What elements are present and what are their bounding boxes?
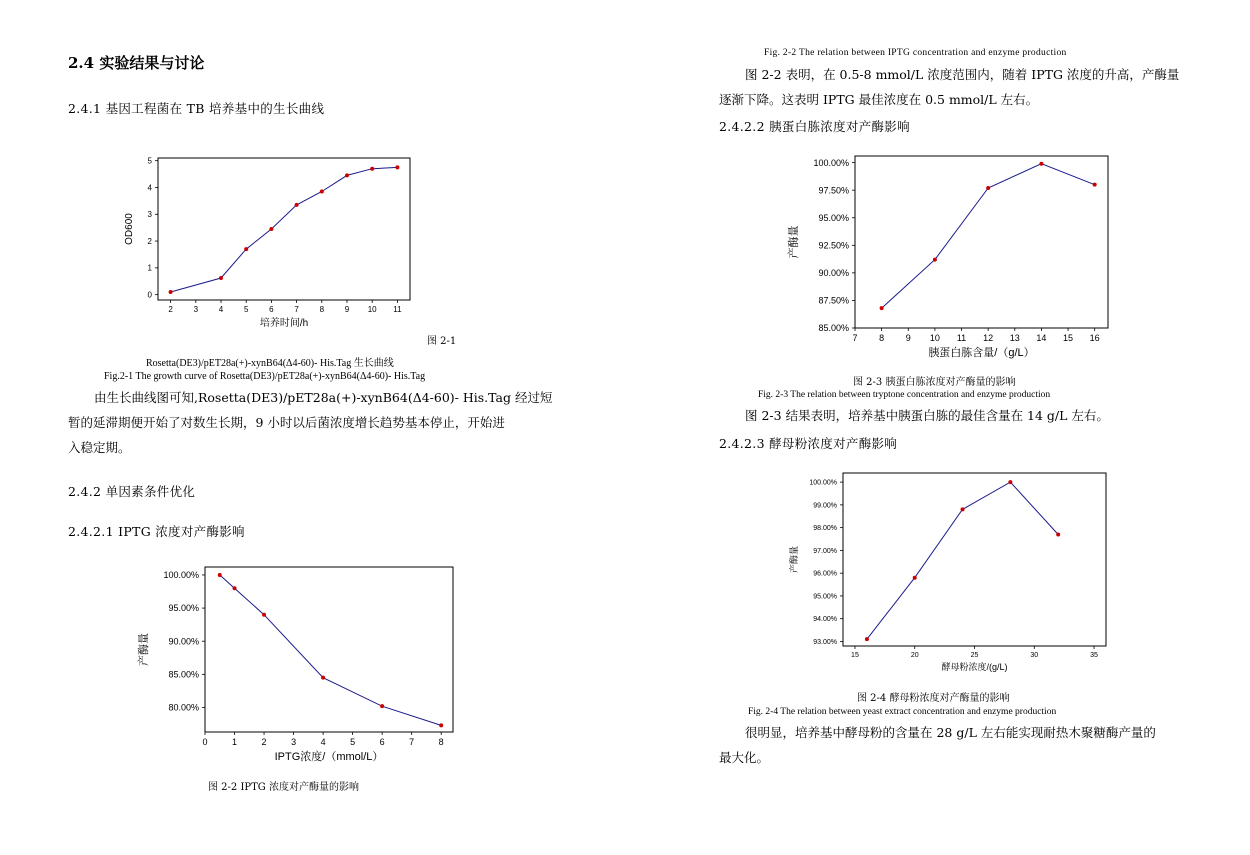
x-tick-label: 25 bbox=[970, 652, 979, 659]
x-tick-label: 9 bbox=[905, 333, 911, 343]
y-tick-label: 96.00% bbox=[813, 570, 837, 578]
data-point bbox=[345, 173, 349, 177]
data-point bbox=[169, 290, 173, 294]
x-tick-label: 11 bbox=[956, 333, 967, 343]
data-point bbox=[262, 613, 266, 617]
x-tick-label: 20 bbox=[910, 652, 919, 659]
data-point bbox=[913, 576, 917, 580]
x-tick-label: 5 bbox=[350, 737, 356, 747]
data-point bbox=[1008, 480, 1012, 484]
y-tick-label: 95.00% bbox=[813, 593, 837, 601]
y-tick-label: 5 bbox=[147, 156, 152, 166]
x-tick-label: 16 bbox=[1089, 333, 1100, 343]
x-tick-label: 11 bbox=[393, 305, 402, 314]
y-tick-label: 3 bbox=[147, 210, 152, 220]
y-tick-label: 4 bbox=[147, 183, 152, 193]
x-tick-label: 3 bbox=[193, 305, 199, 314]
paragraph-1-line-2: 暂的延滞期便开始了对数生长期，9 小时以后菌浓度增长趋势基本停止，开始进 bbox=[68, 415, 505, 430]
y-tick-label: 85.00% bbox=[168, 669, 199, 680]
x-tick-label: 7 bbox=[852, 333, 858, 343]
data-point bbox=[269, 227, 273, 231]
heading-single-factor: 2.4.2 单因素条件优化 bbox=[68, 484, 196, 499]
section-title: 2.4 实验结果与讨论 bbox=[68, 54, 205, 72]
x-tick-label: 6 bbox=[269, 305, 274, 314]
data-point bbox=[321, 676, 325, 680]
plot-frame bbox=[205, 567, 453, 732]
data-point bbox=[1093, 183, 1097, 187]
x-tick-label: 15 bbox=[1063, 333, 1074, 343]
x-tick-label: 7 bbox=[409, 737, 415, 747]
yeast-chart bbox=[785, 468, 1115, 680]
y-tick-label: 92.50% bbox=[818, 240, 849, 251]
plot-frame bbox=[158, 158, 410, 300]
x-tick-label: 4 bbox=[218, 305, 224, 314]
x-axis-label: 酵母粉浓度/(g/L) bbox=[941, 662, 1008, 672]
paragraph-2-line-1: 图 2-2 表明，在 0.5-8 mmol/L 浓度范围内，随着 IPTG 浓度的升高，产酶量 bbox=[745, 67, 1180, 82]
y-tick-label: 90.00% bbox=[818, 268, 849, 279]
paragraph-4-line-2: 最大化。 bbox=[719, 750, 770, 765]
y-tick-label: 100.00% bbox=[809, 479, 837, 487]
y-tick-label: 98.00% bbox=[813, 525, 837, 533]
x-tick-label: 14 bbox=[1036, 333, 1047, 343]
data-point bbox=[218, 573, 222, 577]
y-tick-label: 97.00% bbox=[813, 547, 837, 555]
x-tick-label: 1 bbox=[232, 737, 238, 747]
fig1-caption-en: Fig.2-1 The growth curve of Rosetta(DE3)/pET28a(+)-xynB64(Δ4-60)- His.Tag bbox=[104, 371, 426, 382]
data-point bbox=[933, 258, 937, 262]
data-point bbox=[380, 704, 384, 708]
x-tick-label: 0 bbox=[202, 737, 208, 747]
data-point bbox=[961, 507, 965, 511]
x-tick-label: 10 bbox=[929, 333, 940, 343]
y-tick-label: 99.00% bbox=[813, 502, 837, 510]
x-tick-label: 30 bbox=[1030, 652, 1039, 659]
y-axis-label: 产酶量 bbox=[138, 633, 150, 666]
heading-growth-curve: 2.4.1 基因工程菌在 TB 培养基中的生长曲线 bbox=[68, 101, 325, 116]
x-tick-label: 6 bbox=[379, 737, 385, 747]
plot-frame bbox=[855, 156, 1108, 328]
x-tick-label: 3 bbox=[291, 737, 297, 747]
fig4-caption-en: Fig. 2-4 The relation between yeast extract concentration and enzyme production bbox=[748, 707, 1057, 717]
paragraph-1-line-1: 由生长曲线图可知,Rosetta(DE3)/pET28a(+)-xynB64(Δ4-60)- His.Tag 经过短 bbox=[94, 390, 553, 405]
y-tick-label: 1 bbox=[147, 263, 152, 273]
data-point bbox=[880, 306, 884, 310]
y-tick-label: 95.00% bbox=[818, 212, 849, 223]
data-point bbox=[439, 723, 443, 727]
heading-iptg: 2.4.2.1 IPTG 浓度对产酶影响 bbox=[68, 524, 245, 539]
y-tick-label: 80.00% bbox=[168, 702, 199, 713]
x-tick-label: 12 bbox=[983, 333, 994, 343]
fig1-caption-cn: Rosetta(DE3)/pET28a(+)-xynB64(Δ4-60)- His.Tag 生长曲线 bbox=[146, 358, 394, 369]
data-point bbox=[219, 276, 223, 280]
y-tick-label: 0 bbox=[147, 290, 152, 300]
y-tick-label: 87.50% bbox=[818, 295, 849, 306]
data-point bbox=[295, 203, 299, 207]
data-point bbox=[1056, 532, 1060, 536]
y-tick-label: 100.00% bbox=[813, 157, 849, 168]
y-tick-label: 2 bbox=[147, 236, 152, 246]
y-axis-label: OD600 bbox=[124, 213, 135, 245]
x-tick-label: 35 bbox=[1090, 652, 1098, 659]
tryptone-chart bbox=[785, 150, 1115, 365]
y-tick-label: 95.00% bbox=[168, 603, 199, 614]
y-tick-label: 94.00% bbox=[813, 616, 837, 624]
heading-tryptone: 2.4.2.2 胰蛋白胨浓度对产酶影响 bbox=[719, 119, 910, 134]
heading-yeast: 2.4.2.3 酵母粉浓度对产酶影响 bbox=[719, 436, 898, 451]
data-point bbox=[865, 637, 869, 641]
fig3-caption-en: Fig. 2-3 The relation between tryptone concentration and enzyme production bbox=[758, 390, 1051, 400]
data-point bbox=[244, 247, 248, 251]
data-point bbox=[370, 167, 374, 171]
x-tick-label: 13 bbox=[1009, 333, 1020, 343]
y-tick-label: 100.00% bbox=[163, 570, 199, 581]
x-tick-label: 2 bbox=[261, 737, 267, 747]
x-tick-label: 8 bbox=[438, 737, 444, 747]
y-tick-label: 93.00% bbox=[813, 638, 837, 646]
paragraph-2-line-2: 逐渐下降。这表明 IPTG 最佳浓度在 0.5 mmol/L 左右。 bbox=[719, 92, 1039, 107]
iptg-chart bbox=[135, 560, 465, 765]
paragraph-1-line-3: 入稳定期。 bbox=[68, 440, 131, 455]
fig4-caption-cn: 图 2-4 酵母粉浓度对产酶量的影响 bbox=[857, 693, 1010, 704]
plot-frame bbox=[843, 473, 1106, 646]
x-tick-label: 7 bbox=[294, 305, 299, 314]
data-point bbox=[1039, 162, 1043, 166]
paragraph-4-line-1: 很明显，培养基中酵母粉的含量在 28 g/L 左右能实现耐热木聚糖酶产量的 bbox=[745, 725, 1156, 740]
fig2-caption-cn: 图 2-2 IPTG 浓度对产酶量的影响 bbox=[208, 782, 359, 793]
fig3-caption-cn: 图 2-3 胰蛋白胨浓度对产酶量的影响 bbox=[853, 377, 1016, 388]
y-tick-label: 97.50% bbox=[818, 185, 849, 196]
y-axis-label: 产酶量 bbox=[788, 225, 800, 259]
x-tick-label: 2 bbox=[168, 305, 173, 314]
data-point bbox=[320, 189, 324, 193]
fig1-label: 图 2-1 bbox=[427, 336, 457, 347]
x-tick-label: 9 bbox=[344, 305, 350, 314]
x-tick-label: 8 bbox=[319, 305, 325, 314]
y-tick-label: 90.00% bbox=[168, 636, 199, 647]
x-axis-label: IPTG浓度/（mmol/L） bbox=[274, 751, 384, 763]
x-axis-label: 胰蛋白胨含量/（g/L） bbox=[928, 347, 1035, 359]
x-tick-label: 8 bbox=[879, 333, 885, 343]
x-tick-label: 15 bbox=[851, 652, 859, 659]
data-point bbox=[395, 165, 399, 169]
x-tick-label: 4 bbox=[320, 737, 326, 747]
y-tick-label: 85.00% bbox=[818, 323, 849, 334]
growth-curve-chart bbox=[120, 150, 440, 340]
paragraph-3-line-1: 图 2-3 结果表明，培养基中胰蛋白胨的最佳含量在 14 g/L 左右。 bbox=[745, 408, 1109, 423]
y-axis-label: 产酶量 bbox=[789, 545, 799, 574]
x-tick-label: 10 bbox=[367, 305, 377, 314]
data-point bbox=[233, 586, 237, 590]
x-axis-label: 培养时间/h bbox=[259, 318, 309, 329]
data-point bbox=[986, 186, 990, 190]
fig2-caption-en: Fig. 2-2 The relation between IPTG concentration and enzyme production bbox=[764, 48, 1067, 58]
x-tick-label: 5 bbox=[243, 305, 249, 314]
